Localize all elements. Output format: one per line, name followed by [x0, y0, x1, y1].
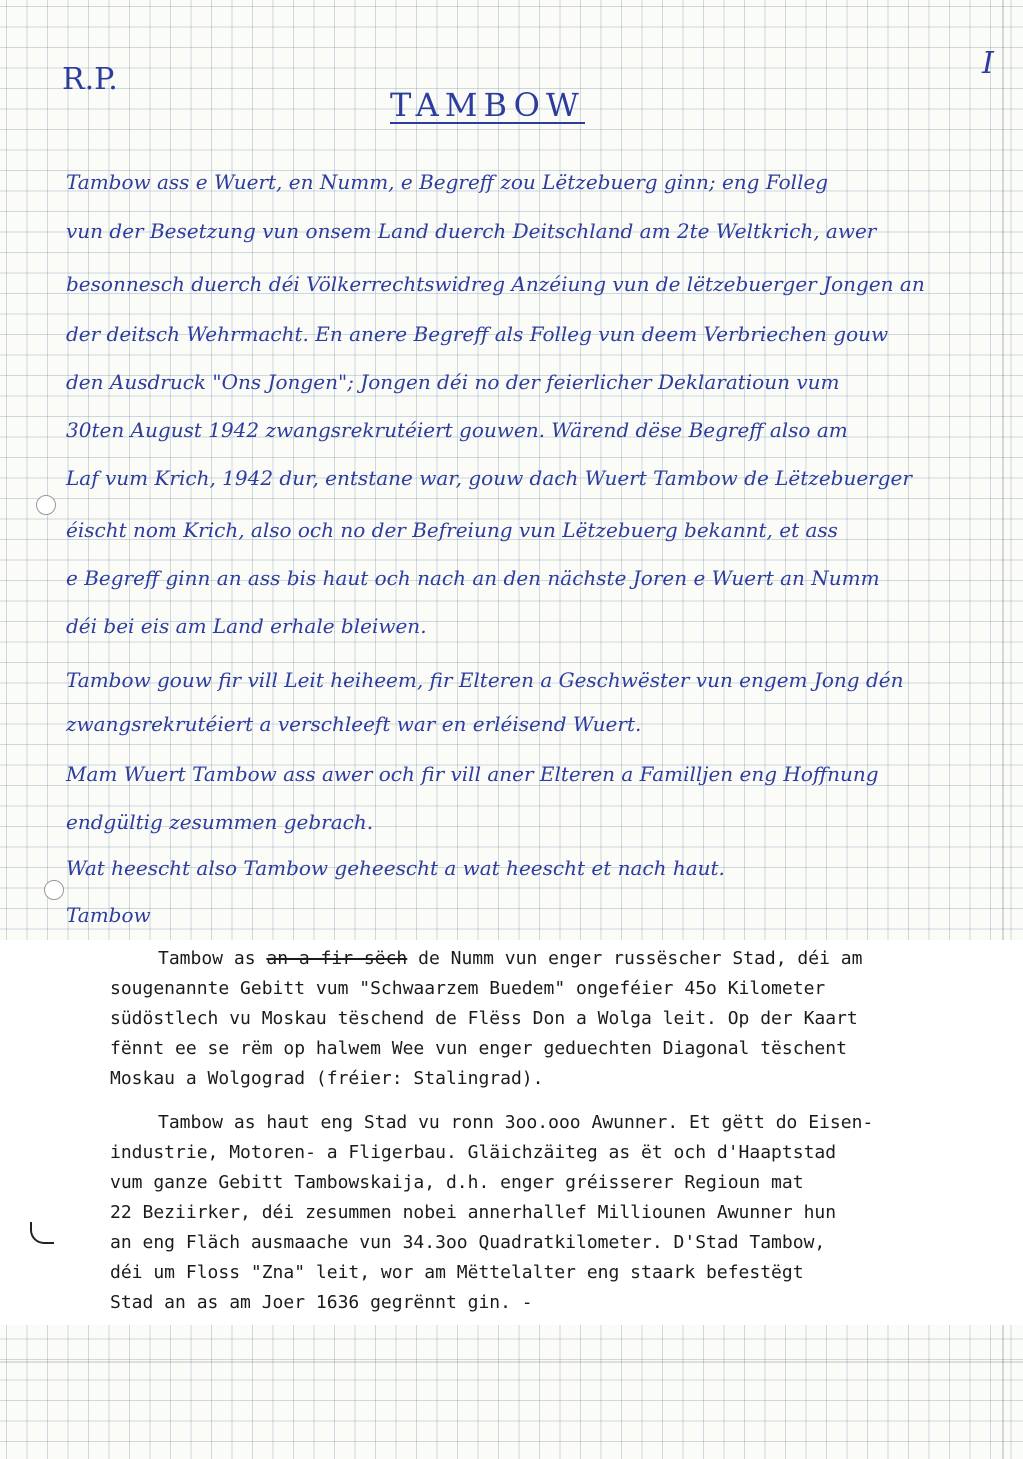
handwritten-line: der deitsch Wehrmacht. En anere Begreff als Folleg vun deem Verbriechen gouw: [66, 322, 889, 346]
typed-text: de Numm vun enger russëscher Stad, déi am: [407, 948, 863, 969]
handwritten-line: éischt nom Krich, also och no der Befreiung vun Lëtzebuerg bekannt, et ass: [66, 518, 838, 542]
handwritten-line: den Ausdruck "Ons Jongen"; Jongen déi no der feierlicher Deklaratioun vum: [66, 370, 840, 394]
handwritten-line: endgültig zesummen gebrach.: [66, 810, 374, 834]
typed-insert: [0, 940, 1023, 1325]
author-initials: R.P.: [62, 62, 118, 97]
handwritten-line: déi bei eis am Land erhale bleiwen.: [66, 614, 427, 638]
typed-line: sougenannte Gebitt vum "Schwaarzem Buedem" ongeféier 45o Kilometer: [110, 978, 826, 999]
page-title: TAMBOW: [390, 86, 585, 124]
handwritten-line: vun der Besetzung vun onsem Land duerch Deitschland am 2te Weltkrich, awer: [66, 219, 877, 243]
punch-hole-top: [36, 495, 56, 515]
page-number: I: [982, 46, 994, 81]
handwritten-line: Tambow: [66, 903, 151, 927]
handwritten-line: 30ten August 1942 zwangsrekrutéiert gouwen. Wärend dëse Begreff also am: [66, 418, 848, 442]
handwritten-line: Laf vum Krich, 1942 dur, entstane war, gouw dach Wuert Tambow de Lëtzebuerger: [66, 466, 912, 490]
handwritten-line: Tambow gouw fir vill Leit heiheem, fir Elteren a Geschwëster vun engem Jong dén: [66, 668, 904, 692]
handwritten-line: besonnesch duerch déi Völkerrechtswidreg Anzéiung vun de lëtzebuerger Jongen an: [66, 272, 925, 296]
typed-line: Tambow as haut eng Stad vu ronn 3oo.ooo Awunner. Et gëtt do Eisen-: [158, 1112, 874, 1133]
handwritten-line: Tambow ass e Wuert, en Numm, e Begreff zou Lëtzebuerg ginn; eng Folleg: [66, 170, 829, 194]
typed-line: Moskau a Wolgograd (fréier: Stalingrad).: [110, 1068, 544, 1089]
handwritten-line: e Begreff ginn an ass bis haut och nach an den nächste Joren e Wuert an Numm: [66, 566, 880, 590]
typed-line: fënnt ee se rëm op halwem Wee vun enger geduechten Diagonal tëschent: [110, 1038, 847, 1059]
struck-text: an a fir sëch: [266, 948, 408, 969]
handwritten-line: Wat heescht also Tambow geheescht a wat heescht et nach haut.: [66, 856, 725, 880]
typed-line: 22 Beziirker, déi zesummen nobei annerhallef Milliounen Awunner hun: [110, 1202, 837, 1223]
typed-line: an eng Fläch ausmaache vun 34.3oo Quadratkilometer. D'Stad Tambow,: [110, 1232, 826, 1253]
typed-line: Stad an as am Joer 1636 gegrënnt gin. -: [110, 1292, 533, 1313]
handwritten-line: Mam Wuert Tambow ass awer och fir vill aner Elteren a Familljen eng Hoffnung: [66, 762, 879, 786]
typed-line: vum ganze Gebitt Tambowskaija, d.h. enger gréisserer Regioun mat: [110, 1172, 804, 1193]
typed-line: déi um Floss "Zna" leit, wor am Mëttelalter eng staark befestëgt: [110, 1262, 804, 1283]
typed-text: Tambow as: [158, 948, 267, 969]
typed-paragraph-1: [110, 944, 990, 1094]
typed-line: südöstlech vu Moskau tëschend de Flëss Don a Wolga leit. Op der Kaart: [110, 1008, 858, 1029]
punch-hole-bottom: [44, 880, 64, 900]
typed-line: [110, 944, 990, 974]
typed-line: industrie, Motoren- a Fligerbau. Gläichzäiteg as ët och d'Haaptstad: [110, 1142, 837, 1163]
typed-paragraph-2: [110, 1108, 990, 1318]
handwritten-line: zwangsrekrutéiert a verschleeft war en erléisend Wuert.: [66, 712, 642, 736]
